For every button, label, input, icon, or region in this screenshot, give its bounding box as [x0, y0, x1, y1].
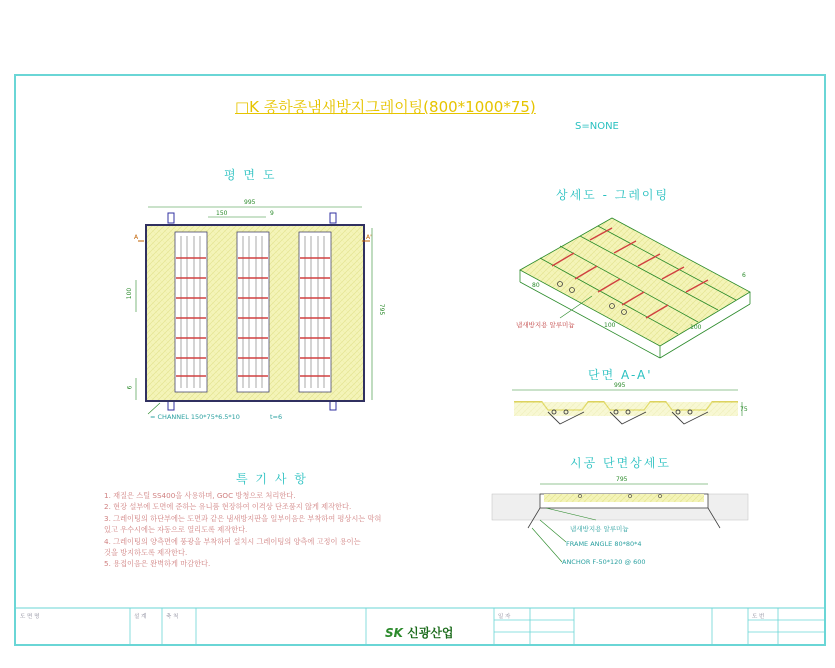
note-item: 2. 현장 설부에 도면에 준하는 유니품 현장하여 이격상 단조품지 않게 제작한다. — [104, 502, 352, 512]
plan-view — [136, 207, 372, 414]
section-callout-a2: A' — [366, 234, 372, 241]
title-block-label: 도 면 명 — [20, 614, 40, 620]
notes-title: 특 기 사 항 — [236, 472, 308, 486]
company-logo — [385, 624, 454, 641]
section-dim-height: 75 — [740, 406, 748, 413]
detail-view — [520, 218, 750, 358]
title-block-label: 축 척 — [166, 614, 179, 620]
install-dim-width: 795 — [616, 476, 628, 483]
plan-view-title: 평 면 도 — [224, 168, 277, 182]
section-callout-a: A — [134, 234, 139, 241]
install-view — [492, 484, 748, 562]
note-item: 1. 재질은 스틸 SS400을 사용하며, GOC 방청으로 처리한다. — [104, 491, 296, 500]
plan-dim-edge: 6 — [126, 385, 134, 390]
plan-dim-width: 995 — [244, 199, 256, 206]
plan-dim-gap: 9 — [270, 210, 274, 217]
note-item: 있고 우수시에는 자동으로 열리도록 제작한다. — [104, 525, 248, 535]
install-view-title: 시공 단면상세도 — [570, 456, 671, 470]
install-label-3: ANCHOR F-50*120 @ 600 — [562, 558, 646, 566]
section-view — [512, 390, 742, 424]
note-item: 것을 방지하도록 제작한다. — [104, 547, 188, 557]
title-block-label: 설 계 — [134, 614, 147, 620]
note-item: 4. 그레이팅의 양측면에 풍광을 부착하여 설치시 그레이팅의 양측에 고정이 용이는 — [104, 536, 361, 546]
drawing-scale: S=NONE — [575, 121, 619, 132]
channel-note: = CHANNEL 150*75*6.5*10 — [150, 413, 240, 421]
detail-view-title: 상세도 - 그레이팅 — [556, 188, 670, 202]
drawing-title: □K 종하종냄새방지그레이팅(800*1000*75) — [235, 98, 536, 116]
detail-dim-t: 6 — [742, 272, 746, 279]
notes-list — [104, 490, 381, 570]
detail-dim-w3: 100 — [690, 324, 702, 331]
detail-dim-w2: 100 — [604, 322, 616, 329]
detail-dim-w1: 80 — [532, 282, 540, 289]
company-name: 신광산업 — [407, 626, 454, 640]
note-item: 5. 용접이음은 완벽하게 마감한다. — [104, 559, 211, 569]
section-dim-width: 995 — [614, 382, 626, 389]
title-block — [130, 608, 825, 645]
title-block-label: 일 자 — [498, 614, 511, 620]
section-view-title: 단면 A-A' — [588, 368, 653, 382]
company-mark: SK — [385, 626, 403, 640]
install-label-2: FRAME ANGLE 80*80*4 — [566, 540, 642, 548]
plan-dim-span: 150 — [216, 210, 228, 217]
detail-note: 냄새방지용 알루미늄 — [516, 321, 575, 329]
title-block-label: 도 번 — [752, 614, 765, 620]
note-item: 3. 그레이팅의 하단부에는 도면과 같은 냄새방지판을 일부이음은 부착하여 평상시는 막혀 — [104, 513, 382, 523]
install-label-1: 냄새방지용 알루미늄 — [570, 525, 629, 533]
plan-dim-height: 795 — [378, 303, 386, 316]
plan-dim-pitch: 100 — [126, 287, 134, 300]
thickness-note: t=6 — [270, 413, 283, 421]
